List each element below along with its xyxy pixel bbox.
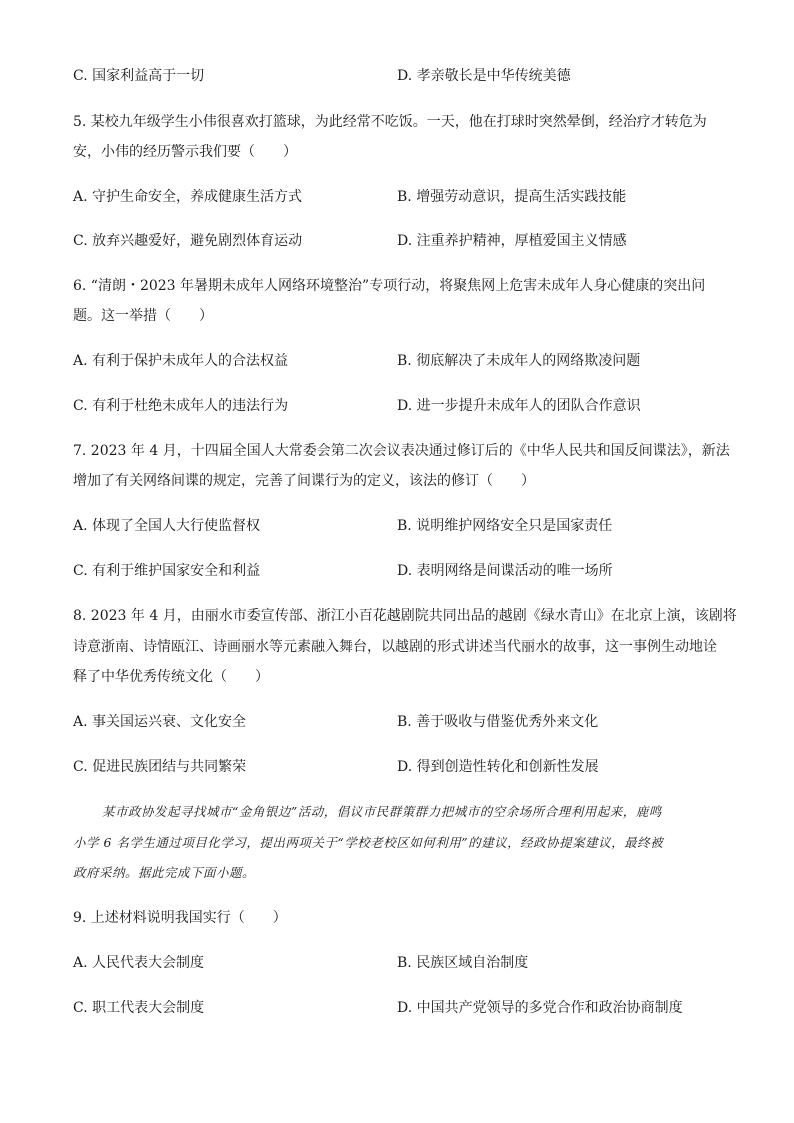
q7-stem-line1: 7. 2023 年 4 月，十四届全国人大常委会第二次会议表决通过修订后的《中华人民共和国反间谍法》，新法	[73, 443, 730, 459]
q7-option-c: C. 有利于维护国家安全和利益	[73, 563, 261, 579]
q9-option-c: C. 职工代表大会制度	[73, 1000, 205, 1016]
q8-stem-line3: 释了中华优秀传统文化（ ）	[73, 669, 269, 685]
q6-stem-line1: 6. “清朗・2023 年暑期未成年人网络环境整治”专项行动，将聚焦网上危害未成年人身心健康的突出问	[73, 278, 706, 294]
q7-option-d: D. 表明网络是间谍活动的唯一场所	[397, 563, 613, 579]
q5-option-a: A. 守护生命安全，养成健康生活方式	[73, 189, 303, 205]
q8-option-d: D. 得到创造性转化和创新性发展	[397, 759, 599, 775]
q4-option-c: C. 国家利益高于一切	[73, 68, 205, 84]
q5-stem-line2: 安，小伟的经历警示我们要（ ）	[73, 144, 297, 160]
q6-option-d: D. 进一步提升未成年人的团队合作意识	[397, 398, 641, 414]
q8-option-b: B. 善于吸收与借鉴优秀外来文化	[397, 714, 599, 730]
q5-option-d: D. 注重养护精神，厚植爱国主义情感	[397, 233, 627, 249]
q7-option-b: B. 说明维护网络安全只是国家责任	[397, 518, 613, 534]
q6-option-c: C. 有利于杜绝未成年人的违法行为	[73, 398, 289, 414]
q9-option-d: D. 中国共产党领导的多党合作和政治协商制度	[397, 1000, 683, 1016]
q7-option-a: A. 体现了全国人大行使监督权	[73, 518, 261, 534]
q8-stem-line2: 诗意浙南、诗情瓯江、诗画丽水等元素融入舞台，以越剧的形式讲述当代丽水的故事，这一事例生动地诠	[73, 639, 717, 655]
q7-stem-line2: 增加了有关网络间谍的规定，完善了间谍行为的定义，该法的修订（ ）	[73, 473, 535, 489]
q9-stem-line1: 9. 上述材料说明我国实行（ ）	[73, 910, 287, 926]
q8-option-a: A. 事关国运兴衰、文化安全	[73, 714, 247, 730]
q6-stem-line2: 题。这一举措（ ）	[73, 308, 213, 324]
q9-option-a: A. 人民代表大会制度	[73, 955, 205, 971]
q5-option-b: B. 增强劳动意识，提高生活实践技能	[397, 189, 627, 205]
q8-stem-line1: 8. 2023 年 4 月，由丽水市委宣传部、浙江小百花越剧院共同出品的越剧《绿水青山》在北京上演，该剧将	[73, 608, 737, 624]
passage-line2: 小学 6 名学生通过项目化学习，提出两项关于“学校老校区如何利用”的建议，经政协提案建议，最终被	[73, 835, 664, 850]
q4-option-d: D. 孝亲敬长是中华传统美德	[397, 68, 571, 84]
q5-option-c: C. 放弃兴趣爱好，避免剧烈体育运动	[73, 233, 303, 249]
q8-option-c: C. 促进民族团结与共同繁荣	[73, 759, 247, 775]
passage-line1: 某市政协发起寻找城市“金角银边”活动，倡议市民群策群力把城市的空余场所合理利用起来，鹿鸣	[102, 804, 662, 819]
passage-line3: 政府采纳。据此完成下面小题。	[73, 865, 256, 880]
q6-option-b: B. 彻底解决了未成年人的网络欺凌问题	[397, 353, 641, 369]
q6-option-a: A. 有利于保护未成年人的合法权益	[73, 353, 289, 369]
q9-option-b: B. 民族区域自治制度	[397, 955, 529, 971]
q5-stem-line1: 5. 某校九年级学生小伟很喜欢打篮球，为此经常不吃饭。一天，他在打球时突然晕倒，经治疗才转危为	[73, 114, 707, 130]
